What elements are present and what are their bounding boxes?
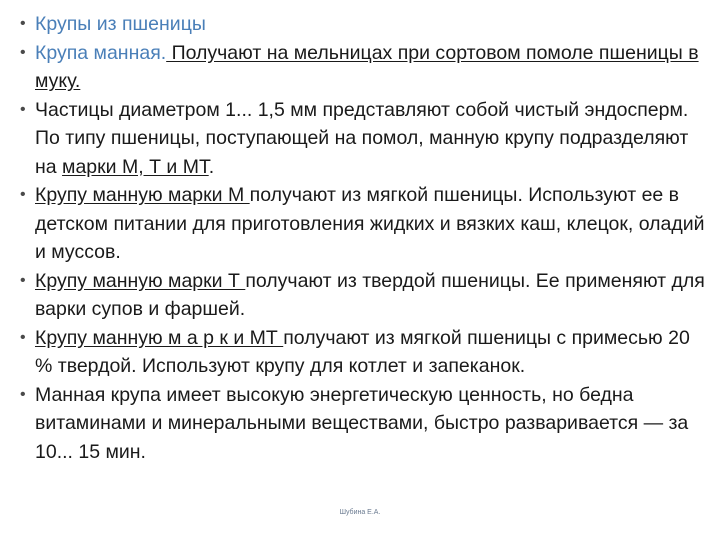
bullet-icon: • [20, 15, 26, 32]
item-text: Частицы диаметром 1... 1,5 мм представляют собой чистый эндосперм. По типу пшеницы, поступающей на помол, манную крупу подразделяют на [35, 98, 689, 178]
grade-t-link[interactable]: Крупу манную марки Т [35, 269, 246, 292]
bullet-item-particles [18, 96, 708, 182]
bullet-icon: • [20, 385, 26, 403]
item-text: получают из мягкой пшеницы с примесью 20 % твердой. Используют крупу для котлет и запеканок. [35, 326, 690, 377]
item-text: Получают на мельницах при сортовом помоле пшеницы в муку. [35, 41, 699, 92]
grades-link[interactable]: марки М, Т и МТ [62, 155, 209, 178]
bullet-item-grade-mt [18, 324, 708, 381]
bullet-item-grade-t [18, 267, 708, 324]
grade-m-link[interactable]: Крупу манную марки М [35, 184, 250, 206]
bullet-item-manka [18, 39, 708, 96]
bullet-icon: • [20, 328, 26, 346]
item-text: получают из твердой пшеницы. Ее применяют для варки супов и фаршей. [35, 269, 705, 320]
bullet-item-energy [18, 381, 708, 467]
bullet-item-heading [18, 10, 708, 39]
footer-author: Шубина Е.А. [339, 509, 381, 516]
heading-text: Крупы из пшеницы [35, 13, 206, 35]
bullet-list [18, 10, 708, 466]
grade-mt-link[interactable]: Крупу манную м а р к и МТ [35, 326, 284, 349]
bullet-icon: • [20, 186, 26, 203]
subheading-text: Крупа манная. [35, 41, 167, 64]
item-text: получают из мягкой пшеницы. Используют ее в детском питании для приготовления жидких и вязких каш, клецок, оладий и муссов. [35, 184, 705, 263]
bullet-icon: • [20, 271, 26, 289]
bullet-item-grade-m [18, 181, 708, 267]
bullet-icon: • [20, 43, 26, 61]
bullet-icon: • [20, 100, 26, 118]
item-text-end: . [208, 155, 215, 178]
item-text: Манная крупа имеет высокую энергетическую ценность, но бедна витаминами и минеральными веществами, быстро разваривается — за 10... 15 мин. [35, 383, 689, 463]
